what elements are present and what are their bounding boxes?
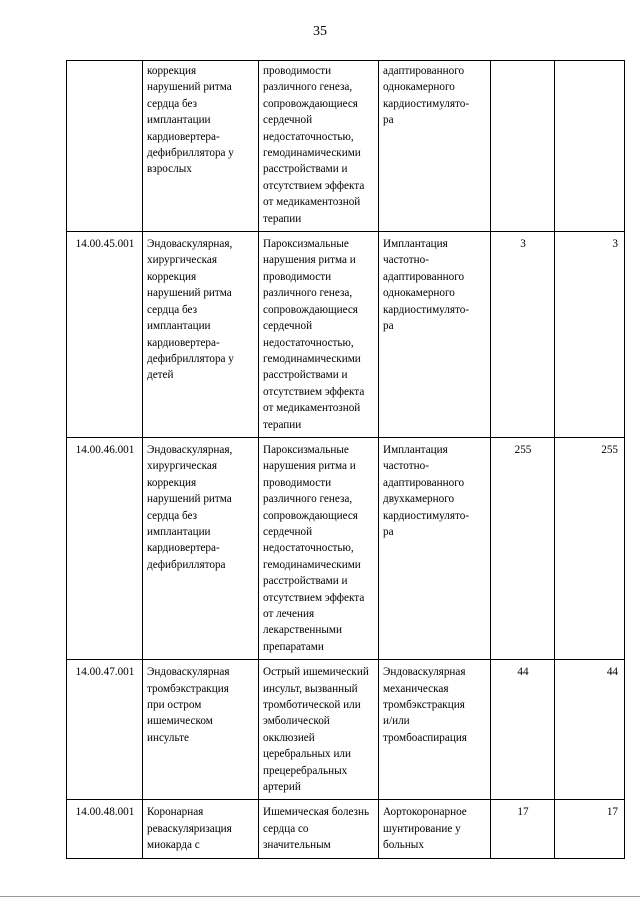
cell-text-line: механическая <box>383 682 449 695</box>
cell-text-line: нарушения ритма и <box>263 460 356 473</box>
cell-text-line: нарушений ритма <box>147 493 232 506</box>
cell-text-line: шунтирование у <box>383 822 461 835</box>
cell-text-line: окклюзией <box>263 731 315 744</box>
cell-text-line: двухкамерного <box>383 493 455 506</box>
cell-text-line: кардиовертера- <box>147 542 220 555</box>
value-cell <box>491 61 555 232</box>
method-cell <box>379 61 491 232</box>
value-cell: 17 <box>491 800 555 858</box>
value-cell: 17 <box>555 800 625 858</box>
cell-text-line: тромбэкстракция <box>147 682 229 695</box>
cell-text-line: ра <box>383 320 394 333</box>
cell-text-line: сердечной <box>263 114 313 127</box>
cell-text-line: миокарда с <box>147 839 200 852</box>
cell-text-line: артерий <box>263 781 301 794</box>
cell-text-line: тромбэкстракция <box>383 699 465 712</box>
indication-cell <box>259 800 379 858</box>
name-cell <box>143 800 259 858</box>
cell-text-line: Аортокоронарное <box>383 806 467 819</box>
cell-text-line: дефибриллятора у <box>147 147 234 160</box>
cell-text-line: различного генеза, <box>263 493 353 506</box>
cell-text-line: адаптированного <box>383 476 465 489</box>
cell-text-line: тромботической или <box>263 699 361 712</box>
cell-text-line: кардиостимулято- <box>383 509 470 522</box>
cell-text-line: лекарственными <box>263 624 342 637</box>
cell-text-line: расстройствами и <box>263 575 348 588</box>
code-cell <box>67 61 143 232</box>
value-cell <box>555 61 625 232</box>
cell-text-line: отсутствием эффекта <box>263 385 365 398</box>
cell-text-line: хирургическая <box>147 460 218 473</box>
cell-text-line: имплантации <box>147 525 211 538</box>
cell-text-line: однокамерного <box>383 81 455 94</box>
cell-text-line: детей <box>147 369 174 382</box>
cell-text-line: препаратами <box>263 640 324 653</box>
cell-text-line: Пароксизмальные <box>263 238 349 251</box>
cell-text-line: проводимости <box>263 270 332 283</box>
cell-text-line: имплантации <box>147 320 211 333</box>
cell-text-line: частотно- <box>383 460 429 473</box>
cell-text-line: Имплантация <box>383 238 448 251</box>
cell-text-line: терапии <box>263 418 302 431</box>
cell-text-line: расстройствами и <box>263 369 348 382</box>
cell-text-line: коррекция <box>147 65 197 77</box>
method-cell <box>379 800 491 858</box>
cell-text-line: недостаточностью, <box>263 130 354 143</box>
cell-text-line: расстройствами и <box>263 163 348 176</box>
cell-text-line: и/или <box>383 715 410 728</box>
cell-text-line: гемодинамическими <box>263 352 361 365</box>
value-cell: 255 <box>491 437 555 659</box>
indication-cell <box>259 61 379 232</box>
table-row <box>67 232 625 438</box>
cell-text-line: сопровождающиеся <box>263 509 358 522</box>
cell-text-line: сердечной <box>263 525 313 538</box>
cell-text-line: адаптированного <box>383 270 465 283</box>
cell-text-line: эмболической <box>263 715 330 728</box>
name-cell <box>143 437 259 659</box>
code-cell: 14.00.45.001 <box>67 232 143 438</box>
page-number: 35 <box>313 24 327 39</box>
cell-text-line: инсульт, вызванный <box>263 682 358 695</box>
cell-text-line: проводимости <box>263 476 332 489</box>
cell-text-line: взрослых <box>147 163 192 176</box>
cell-text-line: частотно- <box>383 254 429 267</box>
cell-text-line: дефибриллятора у <box>147 352 234 365</box>
cell-text-line: сердца без <box>147 97 198 110</box>
cell-text-line: нарушения ритма и <box>263 254 356 267</box>
value-cell: 3 <box>555 232 625 438</box>
cell-text-line: Пароксизмальные <box>263 443 349 456</box>
name-cell <box>143 660 259 800</box>
cell-text-line: кардиостимулято- <box>383 303 470 316</box>
value-cell: 255 <box>555 437 625 659</box>
cell-text-line: инсульте <box>147 731 190 744</box>
method-cell <box>379 660 491 800</box>
cell-text-line: адаптированного <box>383 65 465 77</box>
code-cell: 14.00.46.001 <box>67 437 143 659</box>
table-row <box>67 437 625 659</box>
cell-text-line: сердца без <box>147 303 198 316</box>
method-cell <box>379 437 491 659</box>
cell-text-line: коррекция <box>147 476 197 489</box>
cell-text-line: Эндоваскулярная <box>383 666 466 679</box>
value-cell: 44 <box>491 660 555 800</box>
code-cell: 14.00.48.001 <box>67 800 143 858</box>
cell-text-line: прецеребральных <box>263 764 348 777</box>
method-cell <box>379 232 491 438</box>
cell-text-line: коррекция <box>147 270 197 283</box>
cell-text-line: нарушений ритма <box>147 81 232 94</box>
cell-text-line: больных <box>383 839 424 852</box>
cell-text-line: Эндоваскулярная, <box>147 443 233 456</box>
table-row <box>67 800 625 858</box>
cell-text-line: Эндоваскулярная, <box>147 238 233 251</box>
cell-text-line: проводимости <box>263 65 332 77</box>
cell-text-line: Ишемическая болезнь <box>263 806 370 819</box>
cell-text-line: кардиовертера- <box>147 130 220 143</box>
indication-cell <box>259 437 379 659</box>
cell-text-line: кардиовертера- <box>147 336 220 349</box>
cell-text-line: Коронарная <box>147 806 204 819</box>
cell-text-line: от медикаментозной <box>263 196 361 209</box>
cell-text-line: дефибриллятора <box>147 558 226 571</box>
cell-text-line: сердца без <box>147 509 198 522</box>
name-cell <box>143 61 259 232</box>
cell-text-line: церебральных или <box>263 748 351 761</box>
cell-text-line: сердечной <box>263 320 313 333</box>
cell-text-line: сопровождающиеся <box>263 97 358 110</box>
cell-text-line: кардиостимулято- <box>383 97 470 110</box>
cell-text-line: однокамерного <box>383 287 455 300</box>
cell-text-line: сердца со <box>263 822 309 835</box>
value-cell: 3 <box>491 232 555 438</box>
cell-text-line: отсутствием эффекта <box>263 591 365 604</box>
value-cell: 44 <box>555 660 625 800</box>
name-cell <box>143 232 259 438</box>
indication-cell <box>259 232 379 438</box>
cell-text-line: гемодинамическими <box>263 558 361 571</box>
cell-text-line: реваскуляризация <box>147 822 232 835</box>
cell-text-line: недостаточностью, <box>263 336 354 349</box>
cell-text-line: Острый ишемический <box>263 666 369 679</box>
cell-text-line: от медикаментозной <box>263 402 361 415</box>
table-row <box>67 61 625 232</box>
table-row <box>67 660 625 800</box>
cell-text-line: от лечения <box>263 608 315 620</box>
cell-text-line: ишемическом <box>147 715 213 728</box>
cell-text-line: тромбоаспирация <box>383 731 467 744</box>
cell-text-line: гемодинамическими <box>263 147 361 160</box>
services-table <box>66 60 625 859</box>
cell-text-line: недостаточностью, <box>263 542 354 555</box>
cell-text-line: отсутствием эффекта <box>263 179 365 192</box>
cell-text-line: хирургическая <box>147 254 218 267</box>
indication-cell <box>259 660 379 800</box>
cell-text-line: ра <box>383 114 394 127</box>
cell-text-line: сопровождающиеся <box>263 303 358 316</box>
cell-text-line: при остром <box>147 699 202 712</box>
cell-text-line: ра <box>383 525 394 538</box>
code-cell: 14.00.47.001 <box>67 660 143 800</box>
cell-text-line: имплантации <box>147 114 211 127</box>
bottom-rule <box>0 896 640 897</box>
cell-text-line: нарушений ритма <box>147 287 232 300</box>
cell-text-line: значительным <box>263 839 331 852</box>
cell-text-line: терапии <box>263 212 302 225</box>
cell-text-line: различного генеза, <box>263 287 353 300</box>
cell-text-line: Эндоваскулярная <box>147 666 230 679</box>
cell-text-line: различного генеза, <box>263 81 353 94</box>
cell-text-line: Имплантация <box>383 443 448 456</box>
